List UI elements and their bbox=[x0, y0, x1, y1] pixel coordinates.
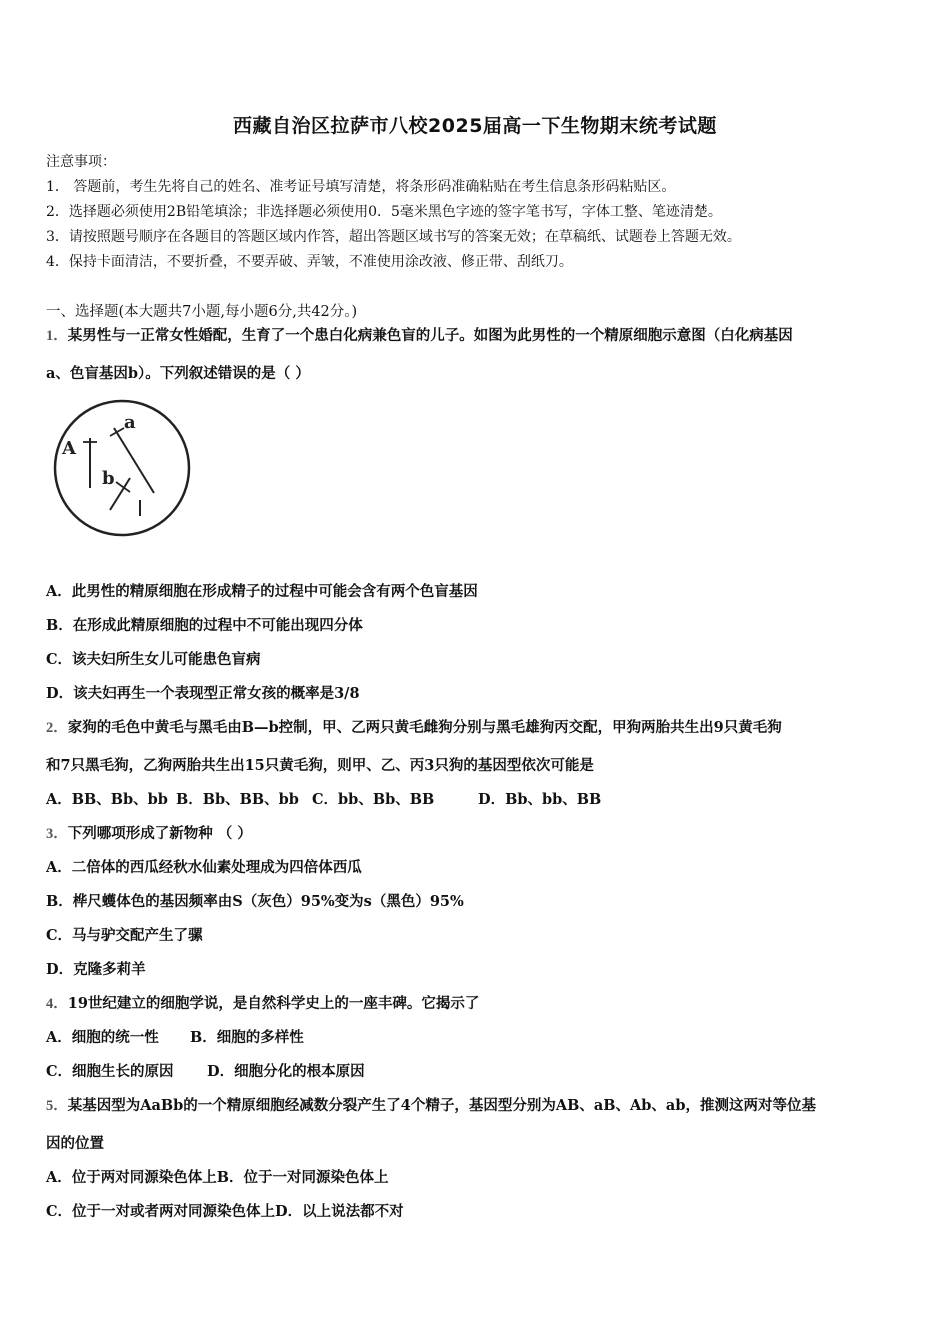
gene-label-a: a bbox=[124, 412, 136, 433]
option: A．此男性的精原细胞在形成精子的过程中可能会含有两个色盲基因 bbox=[46, 583, 478, 600]
question-number: 4． bbox=[46, 996, 68, 1012]
notes-heading: 注意事项： bbox=[46, 154, 116, 170]
notes-item: 1． 答题前，考生先将自己的姓名、准考证号填写清楚，将条形码准确粘贴在考生信息条形码粘贴区。 bbox=[46, 179, 676, 195]
option: A．BB、Bb、bb bbox=[46, 791, 168, 808]
option: D．以上说法都不对 bbox=[275, 1203, 404, 1220]
question-5-stem-cont: 因的位置 bbox=[46, 1135, 104, 1152]
question-text: 下列哪项形成了新物种 （ ） bbox=[67, 825, 252, 842]
page-title: 西藏自治区拉萨市八校2025届高一下生物期末统考试题 bbox=[233, 115, 717, 137]
gene-locus-a bbox=[110, 428, 124, 436]
option: C．位于一对或者两对同源染色体上 bbox=[46, 1203, 276, 1220]
cell-membrane bbox=[55, 401, 189, 535]
option: D．该夫妇再生一个表现型正常女孩的概率是3/8 bbox=[46, 685, 360, 702]
question-number: 5． bbox=[46, 1098, 68, 1114]
chromosome-a bbox=[114, 428, 154, 493]
gene-label-A: A bbox=[62, 438, 76, 459]
question-2-options bbox=[46, 790, 601, 810]
option: B．桦尺蠖体色的基因频率由S（灰色）95%变为s（黑色）95% bbox=[46, 893, 464, 910]
notes-item: 3．请按照题号顺序在各题目的答题区域内作答，超出答题区域书写的答案无效；在草稿纸、试题卷上答题无效。 bbox=[46, 229, 741, 245]
question-5-options-row-2 bbox=[46, 1202, 404, 1222]
question-4-options-row-2 bbox=[46, 1062, 365, 1082]
option: C．细胞生长的原因 bbox=[46, 1063, 174, 1080]
question-4-options-row-1 bbox=[46, 1028, 304, 1048]
option: D．Bb、bb、BB bbox=[478, 791, 602, 808]
question-text: 某基因型为AaBb的一个精原细胞经减数分裂产生了4个精子，基因型分别为AB、aB、Ab、ab，推测这两对等位基 bbox=[67, 1097, 816, 1114]
question-3-stem bbox=[46, 824, 252, 844]
question-number: 1． bbox=[46, 328, 68, 344]
option: D．细胞分化的根本原因 bbox=[207, 1063, 365, 1080]
option: B．位于一对同源染色体上 bbox=[216, 1169, 389, 1186]
question-2-stem-cont: 和7只黑毛狗，乙狗两胎共生出15只黄毛狗，则甲、乙、丙3只狗的基因型依次可能是 bbox=[46, 757, 594, 774]
option: A．位于两对同源染色体上 bbox=[46, 1169, 217, 1186]
option: C．马与驴交配产生了骡 bbox=[46, 927, 203, 944]
question-2-stem bbox=[46, 718, 782, 738]
question-number: 2． bbox=[46, 720, 68, 736]
notes-item: 4．保持卡面清洁，不要折叠，不要弄破、弄皱，不准使用涂改液、修正带、刮纸刀。 bbox=[46, 254, 573, 270]
question-number: 3． bbox=[46, 826, 68, 842]
option: B．细胞的多样性 bbox=[190, 1029, 304, 1046]
question-text: 19世纪建立的细胞学说，是自然科学史上的一座丰碑。它揭示了 bbox=[67, 995, 480, 1012]
notes-item: 2．选择题必须使用2B铅笔填涂；非选择题必须使用0．5毫米黑色字迹的签字笔书写，字体工整、笔迹清楚。 bbox=[46, 204, 722, 220]
question-1-stem bbox=[46, 326, 793, 346]
option: C．该夫妇所生女儿可能患色盲病 bbox=[46, 651, 261, 668]
question-4-stem bbox=[46, 994, 479, 1014]
option: D．克隆多莉羊 bbox=[46, 961, 146, 978]
option: A．细胞的统一性 bbox=[46, 1029, 159, 1046]
option: A．二倍体的西瓜经秋水仙素处理成为四倍体西瓜 bbox=[46, 859, 362, 876]
option: B．Bb、BB、bb bbox=[176, 791, 299, 808]
question-1-stem-cont: a、色盲基因b）。下列叙述错误的是（ ） bbox=[46, 365, 310, 382]
gene-label-b: b bbox=[102, 468, 115, 489]
question-text: 家狗的毛色中黄毛与黑毛由B—b控制，甲、乙两只黄毛雌狗分别与黑毛雄狗丙交配，甲狗两胎共生出9只黄毛狗 bbox=[67, 719, 782, 736]
question-5-options-row-1 bbox=[46, 1168, 389, 1188]
question-text: 某男性与一正常女性婚配，生育了一个患白化病兼色盲的儿子。如图为此男性的一个精原细胞示意图（白化病基因 bbox=[67, 327, 793, 344]
section-heading: 一、选择题(本大题共7小题,每小题6分,共42分。) bbox=[46, 304, 358, 320]
question-5-stem bbox=[46, 1096, 816, 1116]
spermatogonium-cell-diagram bbox=[52, 398, 194, 540]
option: B．在形成此精原细胞的过程中不可能出现四分体 bbox=[46, 617, 363, 634]
option: C．bb、Bb、BB bbox=[312, 791, 435, 808]
